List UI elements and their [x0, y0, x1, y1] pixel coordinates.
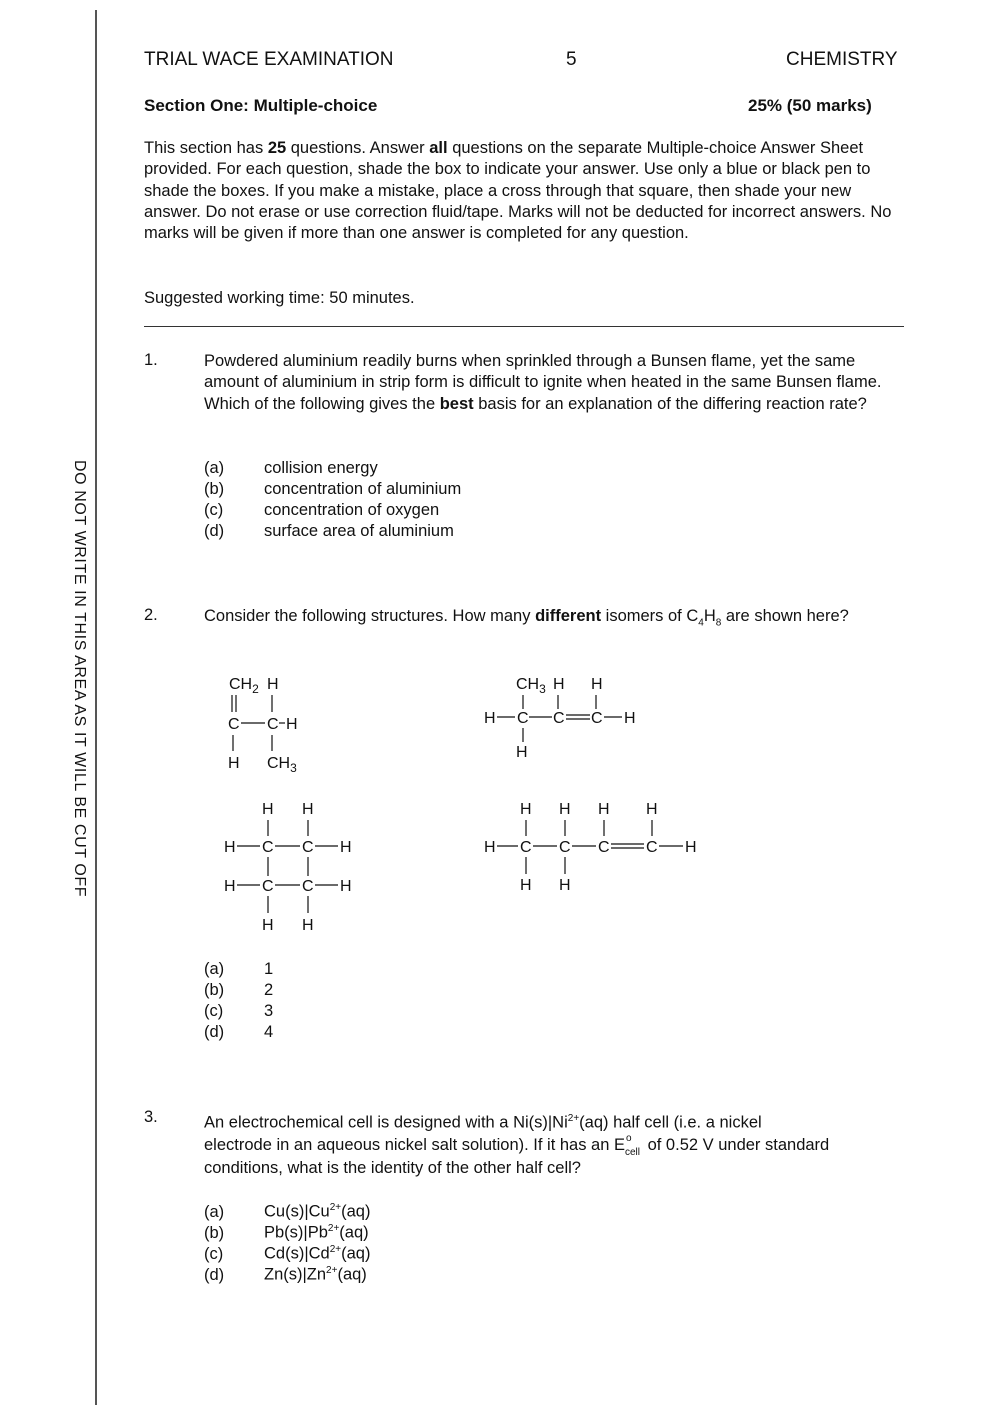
- svg-text:H: H: [224, 839, 236, 856]
- svg-text:H: H: [484, 839, 496, 856]
- svg-text:H: H: [302, 917, 314, 934]
- svg-text:H: H: [267, 676, 279, 693]
- svg-text:C: C: [517, 710, 529, 727]
- svg-text:H: H: [484, 710, 496, 727]
- q2-number: 2.: [144, 606, 158, 624]
- q2-option-a[interactable]: (a) 1: [204, 960, 274, 978]
- q3-number: 3.: [144, 1108, 158, 1126]
- svg-text:C: C: [302, 839, 314, 856]
- svg-text:H: H: [262, 917, 274, 934]
- q3-line-1: An electrochemical cell is designed with a $Ni(s)|Ni^{2+}(aq)$ half cell (i.e. a nickel: [204, 1113, 762, 1132]
- header-right: CHEMISTRY: [786, 49, 898, 70]
- q2-option-b[interactable]: (b) 2: [204, 981, 274, 999]
- svg-text:C: C: [262, 878, 274, 895]
- svg-text:H: H: [286, 716, 298, 733]
- q3-line-2: electrode in an aqueous nickel salt solution). If it has an E o cell of 0.52 V under standard: [204, 1133, 830, 1158]
- svg-text:H: H: [591, 676, 603, 693]
- svg-text:C: C: [520, 839, 532, 856]
- svg-text:C: C: [228, 716, 240, 733]
- svg-text:C: C: [267, 716, 279, 733]
- svg-text:H: H: [340, 878, 352, 895]
- q1-option-a[interactable]: (a) collision energy: [204, 459, 378, 477]
- svg-text:H: H: [224, 878, 236, 895]
- svg-text:H: H: [520, 801, 532, 818]
- side-notice-text: DO NOT WRITE IN THIS AREA AS IT WILL BE CUT OFF: [71, 460, 88, 898]
- svg-text:H: H: [598, 801, 610, 818]
- page-number: 5: [566, 49, 577, 70]
- structure-butene: [480, 790, 710, 900]
- q3-text: [204, 1108, 904, 1179]
- svg-text:C: C: [646, 839, 658, 856]
- section-title: Section One: Multiple-choice: [144, 96, 378, 115]
- svg-text:CH3: $CH_3$: [516, 676, 546, 696]
- svg-text:H: H: [520, 877, 532, 894]
- section-intro: This section has 25 questions. Answer all questions on the separate Multiple-choice Answer Sheet provided. For each question, shade the box to indicate your answer. Use only a blue or black pen to shade the boxes. If you make a mistake, place a cross through that square, then shade your new answer. Do not erase or use correction fluid/tape. Marks will not be deducted for incorrect answers. No marks will be given if more than one answer is completed for any question.: [144, 139, 892, 243]
- svg-text:C: C: [591, 710, 603, 727]
- structure-methylpropene: [215, 665, 325, 775]
- q3-option-b[interactable]: (b) $Pb(s)|Pb^{2+}(aq)$: [204, 1223, 369, 1242]
- svg-text:H: H: [559, 801, 571, 818]
- svg-text:C: C: [559, 839, 571, 856]
- svg-text:H: H: [228, 755, 240, 772]
- svg-text:H: H: [302, 801, 314, 818]
- svg-text:H: H: [685, 839, 697, 856]
- q1-number: 1.: [144, 351, 158, 369]
- divider: [144, 326, 904, 327]
- side-notice: [70, 460, 88, 897]
- structure-methylethene: [480, 665, 650, 765]
- section-marks: 25% (50 marks): [748, 96, 872, 115]
- svg-text:CH3: $CH_3$: [267, 755, 297, 775]
- svg-text:H: H: [262, 801, 274, 818]
- q1-text: Powdered aluminium readily burns when sprinkled through a Bunsen flame, yet the same amount of aluminium in strip form is difficult to ignite when heated in the same Bunsen flame. Which of the following gives the best basis for an explanation of the differing reaction rate?: [204, 352, 882, 413]
- svg-text:H: H: [340, 839, 352, 856]
- cut-line: [95, 10, 97, 1405]
- structure-cyclobutane: [220, 790, 360, 940]
- svg-text:H: H: [559, 877, 571, 894]
- svg-text:H: H: [553, 676, 565, 693]
- svg-text:C: C: [598, 839, 610, 856]
- q3-line-3: conditions, what is the identity of the other half cell?: [204, 1158, 581, 1177]
- q2-text: Consider the following structures. How many different isomers of $C_4H_8$ are shown here?: [204, 607, 849, 629]
- header-left: TRIAL WACE EXAMINATION: [144, 49, 394, 70]
- svg-text:CH2: $CH_2$: [229, 676, 259, 696]
- working-time: Suggested working time: 50 minutes.: [144, 289, 415, 307]
- q2-option-d[interactable]: (d) 4: [204, 1023, 274, 1041]
- q1-option-c[interactable]: (c) concentration of oxygen: [204, 501, 440, 519]
- svg-text:H: H: [516, 744, 528, 761]
- q2-option-c[interactable]: (c) 3: [204, 1002, 274, 1020]
- q3-option-c[interactable]: (c) $Cd(s)|Cd^{2+}(aq)$: [204, 1244, 371, 1263]
- svg-text:C: C: [302, 878, 314, 895]
- q3-option-d[interactable]: (d) $Zn(s)|Zn^{2+}(aq)$: [204, 1265, 367, 1284]
- svg-text:H: H: [646, 801, 658, 818]
- q1-option-b[interactable]: (b) concentration of aluminium: [204, 480, 462, 498]
- q1-option-d[interactable]: (d) surface area of aluminium: [204, 522, 454, 540]
- svg-text:C: C: [553, 710, 565, 727]
- q3-option-a[interactable]: (a) $Cu(s)|Cu^{2+}(aq)$: [204, 1202, 371, 1221]
- svg-text:C: C: [262, 839, 274, 856]
- svg-text:H: H: [624, 710, 636, 727]
